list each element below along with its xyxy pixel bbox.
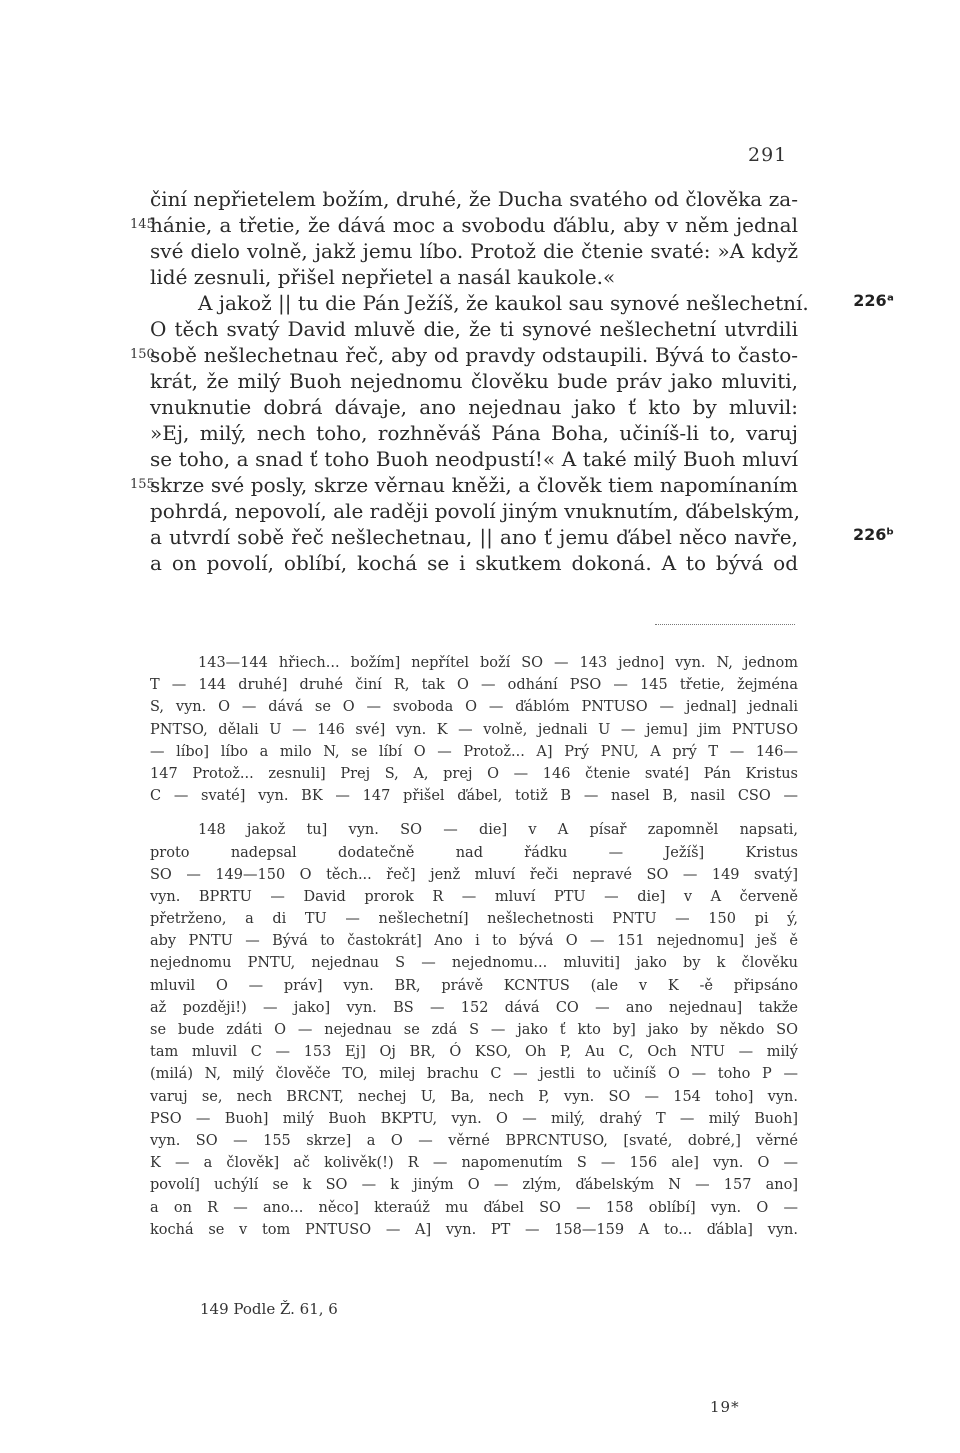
marginal-folio: 226ᵃ (853, 291, 894, 310)
apparatus-line: přetrženo, a di TU — nešlechetní] nešlechetnosti PNTU — 150 pi ý, (150, 911, 798, 928)
text-line: činí nepřietelem božím, druhé, že Ducha svatého od člověka za- (150, 187, 798, 211)
text-line: pohrdá, nepovolí, ale raději povolí jiným vnuknutím, ďábelským, (150, 499, 800, 523)
apparatus-line: proto nadepsal dodatečně nad řádku — Ježíš] Kristus (150, 844, 798, 861)
text-line: a on povolí, oblíbí, kochá se i skutkem dokoná. A to bývá od (150, 551, 798, 575)
apparatus-line: K — a člověk] ač kolivěk(!) R — napomenutím S — 156 ale] vyn. O — (150, 1155, 798, 1172)
line-number: 155 (130, 477, 155, 492)
apparatus-line: varuj se, nech BRCNT, nechej U, Ba, nech P, vyn. SO — 154 toho] vyn. (150, 1088, 798, 1105)
marginal-folio: 226ᵇ (852, 525, 894, 544)
text-line: krát, že milý Buoh nejednomu člověku bude práv jako mluviti, (150, 369, 798, 393)
apparatus-line: S, vyn. O — dává se O — svoboda O — ďáblóm PNTUSO — jednal] jednali (150, 699, 798, 716)
apparatus-line: vyn. SO — 155 skrze] a O — věrné BPRCNTUSO, [svaté, dobré,] věrné (150, 1132, 798, 1149)
footnote: 149 Podle Ž. 61, 6 (200, 1300, 338, 1318)
apparatus-line: se bude zdáti O — nejednau se zdá S — jako ť kto by] jako by někdo SO (150, 1022, 798, 1038)
apparatus-line: T — 144 druhé] druhé činí R, tak O — odhání PSO — 145 třetie, žejména (150, 677, 798, 694)
apparatus-line: aby PNTU — Bývá to častokrát] Ano i to bývá O — 151 nejednomu] ješ ě (150, 933, 798, 950)
apparatus-line: 148 jakož tu] vyn. SO — die] v A písař zapomněl napsati, (198, 822, 798, 839)
apparatus-line: tam mluvil C — 153 Ej] Oj BR, Ó KSO, Oh P, Au C, Och NTU — milý (150, 1044, 798, 1061)
apparatus-line: SO — 149—150 O těch... řeč] jenž mluví řeči nepravé SO — 149 svatý] (150, 866, 798, 883)
text-line: A jakož || tu die Pán Ježíš, že kaukol sau synové nešlechetní. 226ᵃ (150, 290, 798, 316)
line-number: 145 (130, 217, 155, 232)
apparatus-line: 147 Protož... zesnuli] Prej S, A, prej O — 146 čtenie svaté] Pán Kristus (150, 765, 798, 782)
separator-rule (655, 624, 795, 625)
apparatus-line: až později!) — jako] vyn. BS — 152 dává CO — ano nejednau] takže (150, 999, 798, 1016)
main-text (130, 186, 894, 576)
apparatus-line: kochá se v tom PNTUSO — A] vyn. PT — 158—159 A to... ďábla] vyn. (150, 1221, 798, 1238)
text-line: »Ej, milý, nech toho, rozhněváš Pána Boha, učiníš-li to, varuj (150, 421, 798, 445)
apparatus-line: — líbo] líbo a milo N, se líbí O — Protož... A] Prý PNU, A prý T — 146— (150, 743, 798, 760)
line-number: 150 (130, 347, 155, 362)
signature-mark: 19* (710, 1398, 740, 1416)
text-line: a utvrdí sobě řeč nešlechetnau, || ano ť jemu ďábel něco navře, 226ᵇ (150, 524, 798, 550)
apparatus-line: povolí] uchýlí se k SO — k jiným O — zlým, ďábelským N — 157 ano] (150, 1177, 798, 1194)
text-line: své dielo volně, jakž jemu líbo. Protož die čtenie svaté: »A když (150, 239, 798, 263)
text-line: vnuknutie dobrá dávaje, ano nejednau jako ť kto by mluvil: (150, 395, 798, 419)
apparatus-line: (milá) N, milý člověče TO, milej brachu C — jestli to učiníš O — toho P — (150, 1066, 798, 1083)
page-number: 291 (748, 144, 788, 166)
apparatus-line: C — svaté] vyn. BK — 147 přišel ďábel, totiž B — nasel B, nasil CSO — (150, 788, 798, 805)
apparatus-line: mluvil O — práv] vyn. BR, právě KCNTUS (ale v K -ě připsáno (150, 977, 798, 994)
text-line: 155 skrze své posly, skrze věrnau kněži, a člověk tiem napomínaním (130, 473, 798, 497)
text-line: lidé zesnuli, přišel nepřietel a nasál kaukole.« (150, 265, 616, 289)
critical-apparatus (150, 652, 798, 1241)
text-line: 150 sobě nešlechetnau řeč, aby od pravdy odstaupili. Bývá to často- (130, 343, 798, 367)
apparatus-line: nejednomu PNTU, nejednau S — nejednomu... mluviti] jako by k člověku (150, 955, 798, 972)
apparatus-line: a on R — ano... něco] kteraúž mu ďábel SO — 158 oblíbí] vyn. O — (150, 1199, 798, 1216)
text-line: O těch svatý David mluvě die, že ti synové nešlechetní utvrdili (150, 317, 798, 341)
apparatus-line: 143—144 hřiech... božím] nepřítel boží SO — 143 jedno] vyn. N, jednom (198, 655, 798, 671)
apparatus-line: vyn. BPRTU — David prorok R — mluví PTU — die] v A červeně (150, 888, 798, 905)
text-line: 145 hánie, a třetie, že dává moc a svobodu ďáblu, aby v něm jednal (130, 213, 798, 237)
apparatus-line: PNTSO, dělali U — 146 své] vyn. K — volně, jednali U — jemu] jim PNTUSO (150, 721, 798, 738)
text-line: se toho, a snad ť toho Buoh neodpustí!« A také milý Buoh mluví (150, 447, 798, 471)
apparatus-line: PSO — Buoh] milý Buoh BKPTU, vyn. O — milý, drahý T — milý Buoh] (150, 1110, 798, 1127)
